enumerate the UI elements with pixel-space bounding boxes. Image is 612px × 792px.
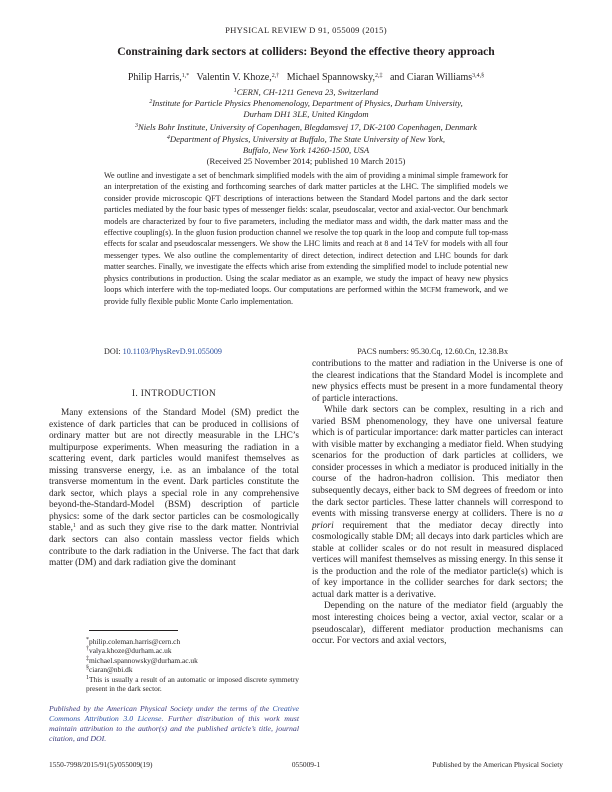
author: Philip Harris,$^{1,*}$ [127,72,190,83]
paragraph: Many extensions of the Standard Model (SM) predict the existence of dark particles that can be produced in collisions of ordinary matter but are not directly measurable in the LHC’s multipurpose experiments. When measuring the radiation in a scattering event, dark particles would manifest themselves as missing transverse energy, i.e. as an imbalance of the total transverse momentum in the event. Dark particles constitute the dark sector, which plays a special role in any comprehensive beyond-the-Standard-Model (BSM) description of particle physics: some of the dark sector particles can be cosmologically stable,$^1$ and as such they give rise to the dark matter. Nontrivial dark sectors can also contain massless vector fields which contribute to the dark radiation in the Universe. The fact that dark matter (DM) and dark radiation give the dominant [49,408,299,569]
paragraph: Depending on the nature of the mediator field (arguably the most interesting choices being a vector, axial vector, scalar or a pseudoscalar), different mediator production mechanisms can occur. For vectors and axial vectors, [312,601,563,647]
affiliation-2: $^2$Institute for Particle Physics Phenomenology, Department of Physics, Durham University, Durham DH1 3LE, United Kingdom [149,98,463,119]
footnotes [86,637,299,693]
doi-line: DOI: 10.1103/PhysRevD.91.055009 [104,347,222,356]
footnote: ‡michael.spannowsky@durham.ac.uk [86,655,198,665]
footnote: §ciaran@nbi.dk [86,665,133,675]
paper-title: Constraining dark sectors at colliders: Beyond the effective theory approach [117,45,495,58]
author: Valentin V. Khoze,$^{2,\dagger}$ [196,72,280,83]
footnote: *philip.coleman.harris@cern.ch [86,637,181,646]
page-number: 055009-1 [291,760,321,769]
author-list [0,72,612,83]
paragraph: While dark sectors can be complex, resulting in a rich and varied BSM phenomenology, they have one universal feature which is of particular importance: dark matter particles can interact with visible matter by exchanging a mediator field. When studying scenarios for the production of dark particles at colliders, we consider processes in which a mediator is produced initially in the course of the hadron-hadron collision. This mediator then subsequently decays, either back to SM degrees of freedom or into the dark sector particles. These latter channels will correspond to events with missing transverse energy at colliders. There is no a priori requirement that the mediator decay directly into cosmologically stable DM; all decays into dark particles which are stable at collider scales or do not result in measured displaced vertices will manifest themselves as missing energy. In this sense it is the production and the role of the mediator particle(s) which is of key importance in the collider searches for dark sectors; the actual dark matter is a derivative. [312,405,563,600]
publication-note: Published by the American Physical Society under the terms of the Creative Commons Attribution 3.0 License. Further distribution of this work must maintain attribution to the author(s) and the published article’s title, journal citation, and DOI. [49,704,300,743]
section-heading: I. INTRODUCTION [131,389,217,399]
footnote-ref[interactable]: 1 [73,523,77,530]
footer-publisher: Published by the American Physical Society [432,760,563,769]
footer-issn: 1550-7998/2015/91(5)/055009(19) [49,760,153,769]
footnote: $^1$This is usually a result of an automatic or imposed discrete symmetry present in the dark sector. [86,674,299,694]
affiliation-4: $^4$Department of Physics, University at Buffalo, The State University of New York, Buffalo, New York 14260-1500, USA [166,134,446,155]
doi-link[interactable]: 10.1103/PhysRevD.91.055009 [122,347,222,356]
footnote: †valya.khoze@durham.ac.uk [86,646,172,656]
right-column-body [312,359,563,648]
paragraph: contributions to the matter and radiation in the Universe is one of the clearest indications that the Standard Model is incomplete and new physics effects must be present in a more fundamental theory of particle interactions. [312,359,563,404]
abstract: We outline and investigate a set of benchmark simplified models with the aim of providing a minimal simple framework for an interpretation of the existing and forthcoming searches of dark matter particles at the LHC. The simplified models we consider provide microscopic QFT descriptions of interactions between the Standard Model partons and the dark sector particles mediated by the four basic types of messenger fields: scalar, pseudoscalar, vector and axial-vector. Our benchmark models are characterized by four to five parameters, including the mediator mass and width, the dark matter mass and the effective coupling(s). In the gluon fusion production channel we resolve the top quark in the loop and compute full top-mass effects for scalar and pseudoscalar messengers. We show the LHC limits and reach at 8 and 14 TeV for models with all four messenger types. We also outline the complementarity of direct detection, indirect detection and LHC bounds for dark matter searches. Finally, we investigate the effects which arise from extending the simplified model to include potential new physics contributions in production. Using the scalar mediator as an example, we study the impact of heavy new physics loops which interfere with the top-mediated loops. Our computations are performed within the MCFM framework, and we provide fully flexible public Monte Carlo implementation. [104,171,508,307]
footnote-rule [89,630,178,631]
author: Michael Spannowsky,$^{2,\ddagger}$ [286,72,383,83]
pacs-numbers: PACS numbers: 95.30.Cq, 12.60.Cn, 12.38.Bx [357,347,508,356]
received-dates: (Received 25 November 2014; published 10 March 2015) [206,156,406,166]
license-link[interactable]: Creative Commons Attribution 3.0 License [49,704,299,723]
author: and Ciaran Williams$^{3,4,\S}$ [389,72,485,83]
journal-header: PHYSICAL REVIEW D 91, 055009 (2015) [225,25,387,35]
affiliation-3: $^3$Niels Bohr Institute, University of Copenhagen, Blegdamsvej 17, DK-2100 Copenhagen, Denmark [135,122,477,132]
affiliation-1: $^1$CERN, CH-1211 Geneva 23, Switzerland [233,87,379,97]
left-column-body [49,408,299,570]
